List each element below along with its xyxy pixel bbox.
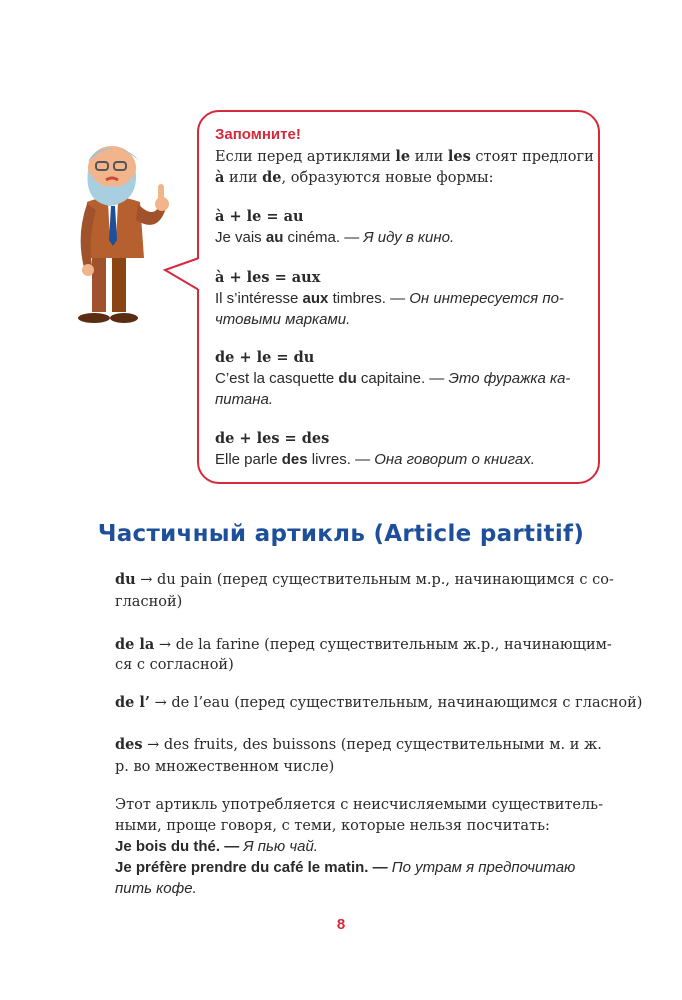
text-segment: или: [410, 149, 448, 165]
text-segment: р. во множественном числе): [115, 759, 335, 775]
text-segment: Этот артикль употребляется с неисчисляемыми существитель-: [115, 797, 603, 813]
body-line: [115, 655, 234, 675]
text-segment: de la: [115, 636, 155, 653]
body-line: [115, 570, 614, 590]
text-segment: de + les = des: [215, 430, 330, 447]
text-segment: du: [250, 859, 270, 876]
bubble-line: [215, 429, 329, 449]
bubble-line: [215, 268, 320, 288]
text-segment: Il s’intéresse: [215, 290, 303, 307]
text-segment: les: [447, 148, 471, 165]
bubble-line: [215, 450, 535, 470]
text-segment: thé. —: [189, 838, 244, 855]
section-title: Частичный артикль (Article partitif): [97, 521, 585, 547]
text-segment: au: [265, 229, 284, 246]
text-segment: Я пью чай.: [243, 838, 318, 855]
text-segment: cinéma. —: [283, 229, 364, 246]
text-segment: ными, проще говоря, с теми, которые нельзя посчитать:: [115, 818, 550, 834]
text-segment: гласной): [115, 594, 183, 610]
text-segment: café le matin. —: [269, 859, 392, 876]
text-segment: Je bois: [115, 838, 171, 855]
page-number: 8: [336, 916, 346, 933]
body-line: [115, 816, 550, 836]
text-segment: capitaine. —: [356, 370, 449, 387]
bubble-line: [215, 348, 314, 368]
text-segment: de: [262, 169, 282, 186]
bubble-line: [215, 207, 304, 227]
text-segment: livres. —: [307, 451, 375, 468]
text-segment: чтовыми марками.: [215, 311, 351, 328]
body-line: [115, 635, 612, 655]
bubble-line: [215, 228, 454, 248]
text-segment: По утрам я предпочитаю: [391, 859, 576, 876]
bubble-line: [215, 147, 594, 167]
text-segment: du: [170, 838, 190, 855]
text-segment: du: [338, 370, 357, 387]
bubble-line: [215, 125, 301, 145]
text-segment: aux: [302, 290, 329, 307]
text-segment: ся с согласной): [115, 657, 234, 673]
text-segment: стоят предлоги: [470, 149, 594, 165]
text-segment: des: [115, 736, 143, 753]
body-line: [115, 757, 334, 777]
text-segment: Je vais: [215, 229, 266, 246]
text-segment: C’est la casquette: [215, 370, 339, 387]
text-segment: Запомните!: [215, 126, 301, 143]
text-segment: Она говорит о книгах.: [374, 451, 535, 468]
text-segment: или: [224, 170, 263, 186]
text-segment: du: [115, 571, 136, 588]
professor-illustration: [62, 140, 182, 334]
bubble-line: [215, 369, 570, 389]
body-line: [115, 837, 318, 857]
text-segment: , образуются новые формы:: [281, 170, 494, 186]
text-segment: Я иду в кино.: [363, 229, 455, 246]
bubble-line: [215, 289, 564, 309]
body-line: [115, 735, 602, 755]
text-segment: le: [395, 148, 411, 165]
text-segment: à + les = aux: [215, 269, 321, 286]
body-line: [115, 693, 642, 713]
text-segment: de + le = du: [215, 349, 315, 366]
text-segment: à + le = au: [215, 208, 304, 225]
bubble-line: [215, 390, 273, 410]
text-segment: Elle parle: [215, 451, 282, 468]
text-segment: → du pain (перед существительным м.р., начинающимся с со-: [135, 572, 614, 588]
bubble-line: [215, 168, 493, 188]
text-segment: → de l’eau (перед существительным, начинающимся с гласной): [149, 695, 643, 711]
text-segment: Это фуражка ка-: [448, 370, 571, 387]
text-segment: питана.: [215, 391, 274, 408]
bubble-line: [215, 310, 350, 330]
text-segment: des: [281, 451, 308, 468]
text-segment: de l’: [115, 694, 150, 711]
text-segment: timbres. —: [328, 290, 410, 307]
text-segment: → des fruits, des buissons (перед существительными м. и ж.: [142, 737, 602, 753]
text-segment: Если перед артиклями: [215, 149, 396, 165]
body-line: [115, 879, 197, 899]
text-segment: пить кофе.: [115, 880, 197, 897]
text-segment: à: [215, 169, 225, 186]
text-segment: → de la farine (перед существительным ж.р., начинающим-: [154, 637, 612, 653]
body-line: [115, 592, 182, 612]
body-line: [115, 795, 603, 815]
text-segment: Он интересуется по-: [409, 290, 564, 307]
text-segment: Je préfère prendre: [115, 859, 251, 876]
body-line: [115, 858, 575, 878]
